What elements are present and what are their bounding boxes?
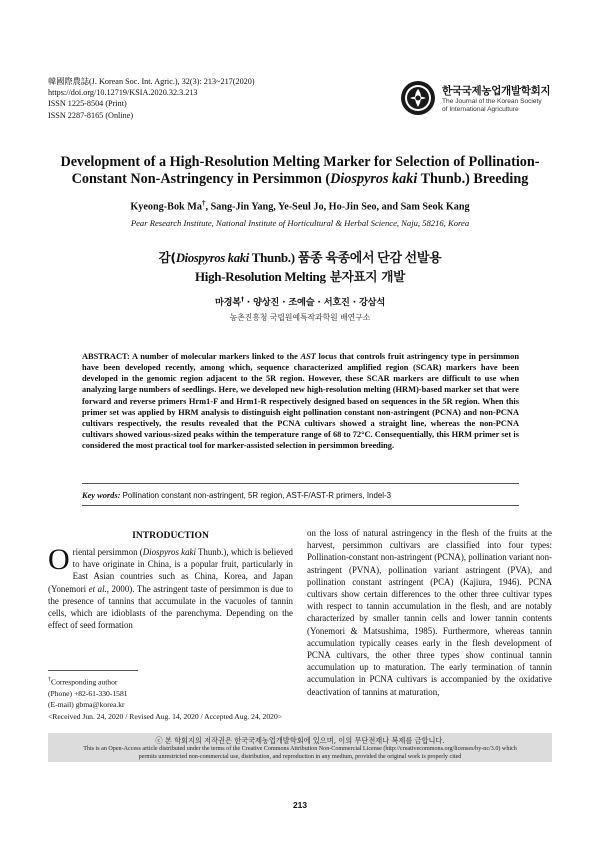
copyright-box bbox=[48, 733, 552, 762]
divider bbox=[82, 483, 519, 484]
footnote bbox=[48, 675, 308, 722]
abstract-text-1: ABSTRACT: A number of molecular markers linked to the bbox=[82, 352, 301, 361]
author-first: Kyeong-Bok Ma bbox=[130, 201, 202, 213]
paper-title-kr bbox=[40, 249, 560, 285]
title-kr-pre: 감( bbox=[158, 250, 176, 265]
society-branding bbox=[400, 80, 560, 120]
author-rest: , Sang-Jin Yang, Ye-Seul Jo, Ho-Jin Seo, and Sam Seok Kang bbox=[205, 201, 470, 213]
abstract bbox=[82, 351, 519, 451]
footnote-received: <Received Jun. 24, 2020 / Revised Aug. 14, 2020 / Accepted Aug. 24, 2020> bbox=[48, 711, 283, 721]
society-logo-icon bbox=[400, 80, 436, 116]
keywords-label: Key words: bbox=[82, 491, 121, 500]
title-kr-line2 bbox=[40, 268, 560, 286]
title-en-line2-b: Thunb.) Breeding bbox=[417, 171, 529, 187]
title-kr-post: Thunb.) 품종 육종에서 단감 선발용 bbox=[249, 250, 442, 265]
right-column-text: on the loss of natural astringency in the flesh of the fruits at the harvest, persimmon cultivars are classified into four types: Pollination-constant non-astringent (PCNA), pollination variant non-astringent (PVNA), pollination variant astringent (PVA), and pollination constant astringent (PCA) (Kajiura, 1946). PCNA cultivars show certain differences to the other three cultivar types with respect to tannin accumulation in the flesh, and are notably characterized by smaller tannin cells and lower tannin contents (Yonemori & Matsushima, 1985). Furthermore, whereas tannin accumulation typically ceases early in the flesh development of PCNA cultivars, the other three types show continual tannin accumulation up to maturation. The early termination of tannin accumulation in PCNA cultivars is accompanied by the oxidative deactivation of tannins at maturation, bbox=[307, 528, 553, 697]
title-kr-line2-b: 분자표지 개발 bbox=[325, 268, 406, 284]
divider bbox=[82, 505, 519, 506]
page-number: 213 bbox=[293, 800, 307, 810]
title-en-line2-a: Constant Non-Astringency in Persimmon ( bbox=[71, 171, 331, 187]
title-kr-line2-a: High-Resolution Melting bbox=[194, 268, 326, 284]
section-heading-introduction: INTRODUCTION bbox=[132, 530, 209, 541]
affiliation-kr: 농촌진흥청 국립원예특작과학원 배연구소 bbox=[229, 313, 371, 322]
affiliation-en: Pear Research Institute, National Institute of Horticultural & Herbal Science, Naju, 58216, Korea bbox=[130, 218, 470, 228]
title-en-line2 bbox=[40, 171, 560, 188]
society-name-en-line1: The Journal of the Korean Society bbox=[442, 98, 542, 105]
footnote-divider bbox=[48, 670, 138, 671]
doi-link[interactable]: https://doi.org/10.12719/KSIA.2020.32.3.213 bbox=[48, 88, 198, 98]
footnote-mark: † bbox=[48, 677, 51, 683]
authors-en bbox=[40, 199, 560, 212]
title-en-line1: Development of a High-Resolution Melting Marker for Selection of Pollination- bbox=[60, 154, 540, 170]
footnote-corresponding-label: Corresponding author bbox=[51, 677, 118, 687]
journal-header bbox=[48, 76, 255, 121]
intro-paragraph bbox=[48, 543, 293, 631]
authors-kr bbox=[40, 294, 560, 308]
copyright-en-line2: permits unrestricted non-commercial use, distribution, and reproduction in any medium, provided the original work is properly cited bbox=[138, 753, 462, 760]
title-en-species: Diospyros kaki bbox=[330, 171, 418, 187]
issn-online: ISSN 2287-8165 (Online) bbox=[48, 110, 134, 120]
corresponding-mark: † bbox=[201, 199, 206, 207]
copyright-en-line1: This is an Open-Access article distributed under the terms of the Creative Commons Attribution Non-Commercial License (http://creativecommons.org/licenses/by-nc/3.0) which bbox=[83, 746, 517, 752]
title-kr-line1 bbox=[40, 249, 560, 268]
title-kr-species: Diospyros kaki bbox=[175, 251, 249, 265]
intro-species: Diospyros kaki bbox=[142, 547, 196, 557]
society-name-en-line2: of International Agriculture bbox=[442, 106, 519, 113]
footnote-corresponding bbox=[48, 675, 308, 688]
footnote-email[interactable]: (E-mail) gbma@korea.kr bbox=[48, 700, 125, 710]
intro-etal: et al. bbox=[88, 583, 107, 594]
intro-text-c: , 2000). The astringent taste of persimmon is due to the presence of tannins that accumulate in the vacuoles of tannin cells, which are idioblasts of the parenchyma. Depending on the effect of seed formation bbox=[48, 583, 293, 631]
author-kr-first: 마경복 bbox=[214, 297, 241, 308]
journal-reference: 韓國際農誌(J. Korean Soc. Int. Agric.), 32(3): 213~217(2020) bbox=[48, 77, 255, 86]
footnote-phone: (Phone) +82-61-330-1581 bbox=[48, 688, 128, 698]
paper-title-en bbox=[40, 154, 560, 188]
corresponding-mark-kr: † bbox=[240, 295, 244, 303]
abstract-locus: AST bbox=[300, 352, 316, 361]
issn-print: ISSN 1225-8504 (Print) bbox=[48, 99, 127, 109]
intro-text-a: riental persimmon ( bbox=[72, 547, 143, 557]
keywords bbox=[82, 490, 522, 501]
copyright-en bbox=[48, 746, 552, 761]
abstract-text-2: locus that controls fruit astringency type in persimmon have been developed recently, among which, sequence characterized amplified region (SCAR) markers have been developed in the genomic region adjacent to the 5R region. However, these SCAR markers are difficult to use when analyzing large numbers of seedlings. Here, we developed new high-resolution melting (HRM)-based marker set that were forward and reverse primers Hrm1-F and Hrm1-R respectively designed based on sequences in the 5R region. When this primer set was applied by HRM analysis to distinguish eight pollination constant non-astringent (PCNA) and non-PCNA cultivars respectively, the results revealed that the PCNA cultivars showed a straight line, whereas the non-PCNA cultivars showed various-sized peaks within the temperature range of 68 to 72°C. Consequentially, this HRM primer set is considered the most practical tool for marker-assisted selection in persimmon breeding. bbox=[82, 352, 519, 451]
intro-text-b: Thunb.), which is believed to have originate in China, is a popular fruit, particularly in East Asian countries such as China, Korea, and Japan (Yonemori bbox=[48, 547, 293, 594]
society-name-kr: 한국국제농업개발학회지 bbox=[442, 85, 551, 97]
keywords-value: Pollination constant non-astringent, 5R region, AST-F/AST-R primers, Indel-3 bbox=[120, 491, 391, 500]
drop-cap: O bbox=[48, 543, 70, 576]
author-kr-rest: · 양상진 · 조예슬 · 서호진 · 강삼석 bbox=[243, 297, 386, 308]
society-name-en bbox=[442, 98, 542, 114]
copyright-kr: ⓒ 본 학회지의 저작권은 한국국제농업개발학회에 있으며, 이의 무단전재나 복제를 금합니다. bbox=[155, 736, 445, 745]
